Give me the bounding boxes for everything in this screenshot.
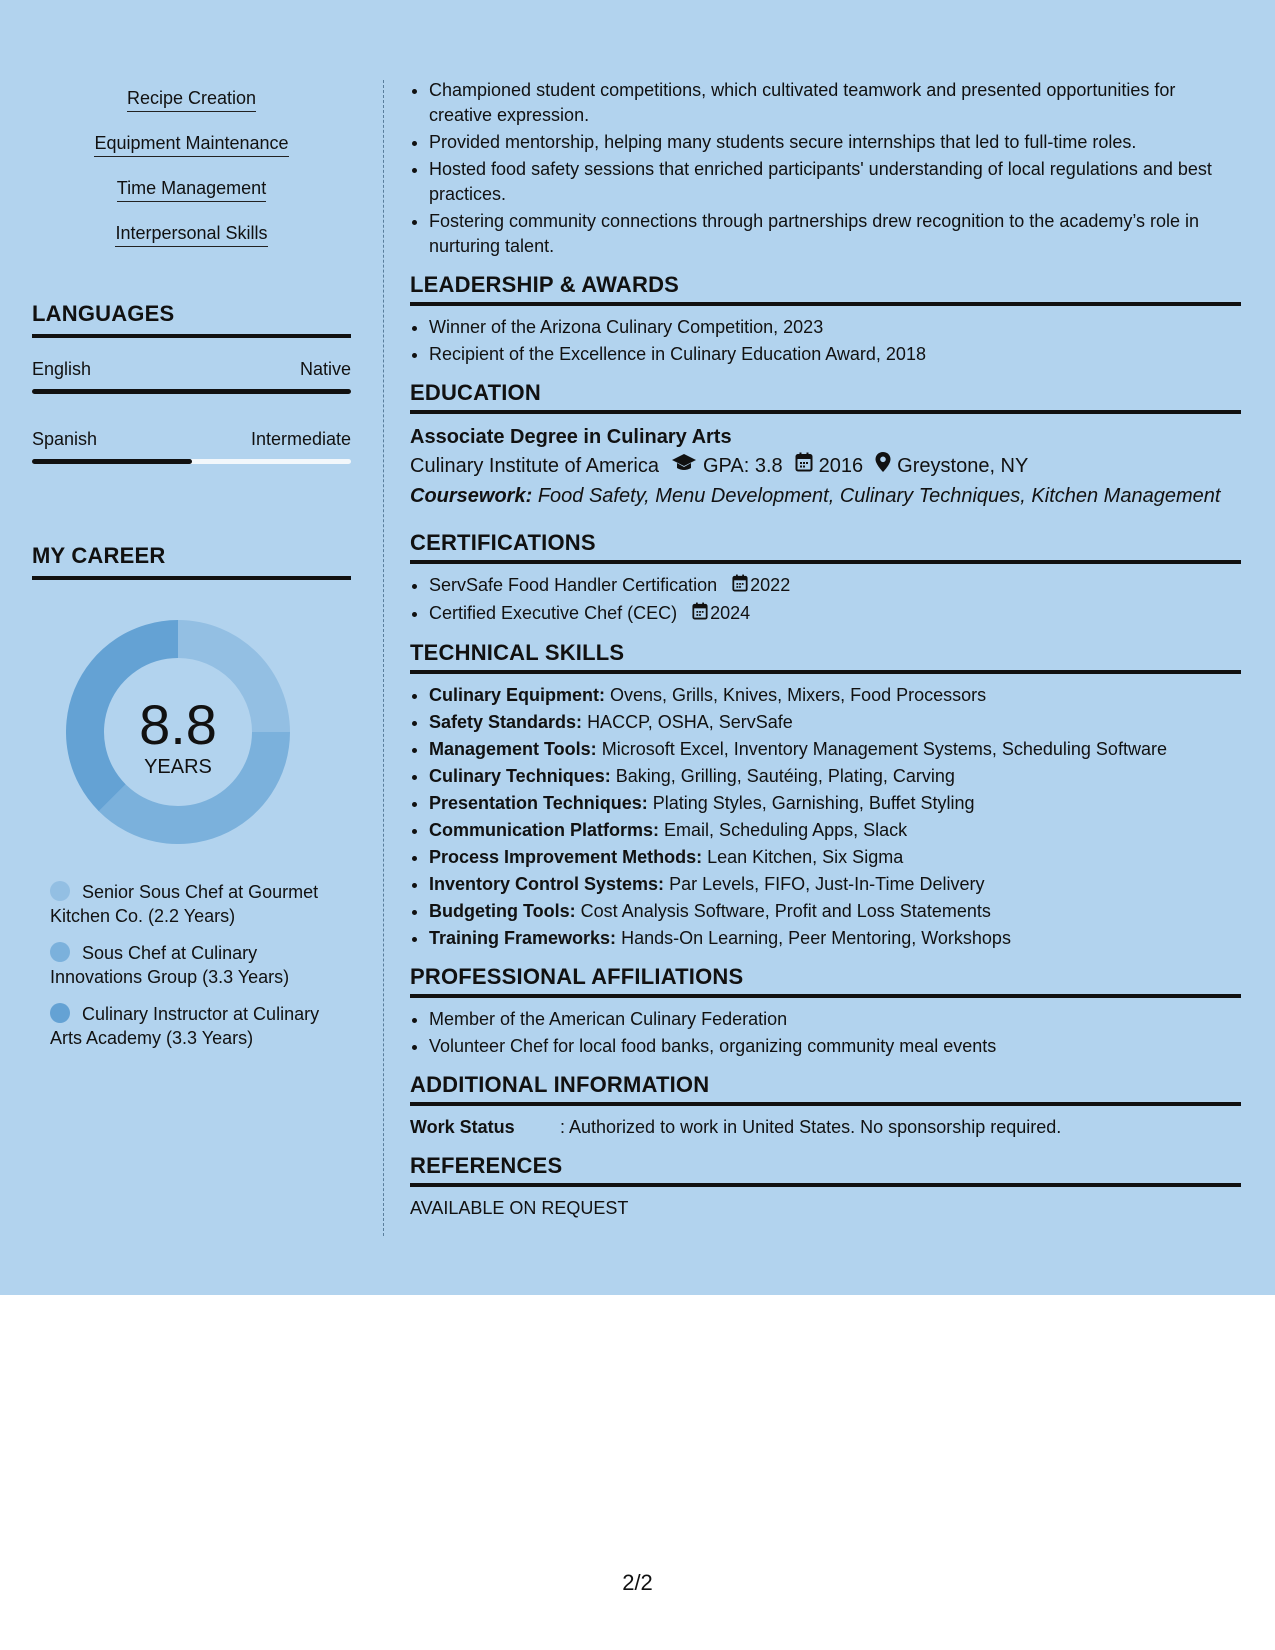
gpa: GPA: 3.8: [703, 455, 783, 477]
skill-tag: Interpersonal Skills: [115, 221, 267, 247]
school-location: Greystone, NY: [897, 455, 1029, 477]
career-legend: [50, 880, 350, 1063]
skill-values: Baking, Grilling, Sautéing, Plating, Carving: [615, 765, 955, 786]
skill-values: Par Levels, FIFO, Just-In-Time Delivery: [669, 873, 985, 894]
list-item: [429, 872, 1241, 897]
skill-category: Process Improvement Methods:: [429, 846, 703, 867]
legend-label: Senior Sous Chef at Gourmet Kitchen Co. (2.2 Years): [50, 882, 319, 926]
location-pin-icon: [875, 451, 891, 481]
legend-label: Culinary Instructor at Culinary Arts Academy (3.3 Years): [50, 1004, 320, 1048]
language-proficiency-fill: [32, 389, 351, 394]
list-item: • Volunteer Chef for local food banks, organizing community meal events: [429, 1034, 1241, 1059]
section-title: PROFESSIONAL AFFILIATIONS: [410, 963, 1241, 998]
list-item: [429, 683, 1241, 708]
career-heading: MY CAREER: [32, 542, 351, 580]
coursework-list: Food Safety, Menu Development, Culinary Techniques, Kitchen Management: [537, 485, 1221, 507]
school-name: Culinary Institute of America: [410, 455, 659, 477]
skills-list: [32, 86, 351, 266]
section-title: ADDITIONAL INFORMATION: [410, 1071, 1241, 1106]
list-item: [429, 899, 1241, 924]
language-proficiency-bar: [32, 459, 351, 464]
legend-label: Sous Chef at Culinary Innovations Group (3.3 Years): [50, 943, 290, 987]
list-item: • Fostering community connections through partnerships drew recognition to the academy’s role in nurturing talent.: [429, 209, 1241, 259]
certification-year: 2022: [750, 575, 791, 595]
list-item: [429, 737, 1241, 762]
career-donut-chart: [66, 620, 290, 844]
coursework-label: Coursework:: [410, 485, 533, 507]
coursework: [410, 481, 1241, 511]
work-status-value: : Authorized to work in United States. No sponsorship required.: [560, 1116, 1062, 1137]
list-item: [429, 710, 1241, 735]
list-item: [429, 926, 1241, 951]
certifications-section: [410, 529, 1241, 627]
languages-heading: LANGUAGES: [32, 300, 351, 338]
list-item: • Championed student competitions, which cultivated teamwork and presented opportunities for creative expression.: [429, 78, 1241, 128]
career-total-unit: YEARS: [144, 756, 212, 778]
skill-values: Cost Analysis Software, Profit and Loss Statements: [580, 900, 991, 921]
list-item: • Member of the American Culinary Federation: [429, 1007, 1241, 1032]
work-status-label: Work Status: [410, 1116, 515, 1137]
skill-tag: Recipe Creation: [127, 86, 256, 112]
section-title: REFERENCES: [410, 1152, 1241, 1187]
list-item: • Winner of the Arizona Culinary Competition, 2023: [429, 315, 1241, 340]
skill-values: Plating Styles, Garnishing, Buffet Styling: [652, 792, 975, 813]
skill-category: Safety Standards:: [429, 711, 583, 732]
skill-category: Management Tools:: [429, 738, 597, 759]
graduation-year: 2016: [818, 455, 864, 477]
language-level: Native: [299, 359, 351, 379]
skill-category: Culinary Techniques:: [429, 765, 611, 786]
awards-section: [410, 271, 1241, 367]
career-legend-item: [50, 880, 350, 928]
skill-category: Budgeting Tools:: [429, 900, 576, 921]
references-section: [410, 1152, 1241, 1221]
skill-category: Presentation Techniques:: [429, 792, 648, 813]
list-item: • Hosted food safety sessions that enriched participants' understanding of local regulations and best practices.: [429, 157, 1241, 207]
career-total-value: 8.8: [139, 693, 217, 756]
graduation-cap-icon: [671, 451, 697, 481]
skill-values: Hands-On Learning, Peer Mentoring, Workshops: [621, 927, 1011, 948]
language-proficiency-bar: [32, 389, 351, 394]
skill-category: Inventory Control Systems:: [429, 873, 665, 894]
calendar-icon: [732, 574, 748, 599]
list-item: [429, 845, 1241, 870]
affiliations-section: [410, 963, 1241, 1059]
language-proficiency-fill: [32, 459, 192, 464]
calendar-icon: [692, 602, 708, 627]
column-divider: [383, 80, 384, 1236]
skill-category: Culinary Equipment:: [429, 684, 606, 705]
skill-values: HACCP, OSHA, ServSafe: [587, 711, 793, 732]
section-title: LEADERSHIP & AWARDS: [410, 271, 1241, 306]
language-name: Spanish: [32, 429, 98, 449]
skill-values: Lean Kitchen, Six Sigma: [707, 846, 904, 867]
certification-year: 2024: [710, 602, 751, 623]
certification-name: Certified Executive Chef (CEC): [429, 602, 678, 623]
skill-values: Ovens, Grills, Knives, Mixers, Food Processors: [610, 684, 987, 705]
certification-item: [429, 601, 1241, 627]
certification-name: ServSafe Food Handler Certification: [429, 575, 718, 595]
section-title: CERTIFICATIONS: [410, 529, 1241, 564]
career-legend-item: [50, 941, 350, 989]
degree-name: Associate Degree in Culinary Arts: [410, 426, 732, 448]
experience-bullets: [410, 78, 1241, 259]
page-number: 2/2: [622, 1570, 653, 1595]
skill-category: Communication Platforms:: [429, 819, 660, 840]
skill-values: Microsoft Excel, Inventory Management Systems, Scheduling Software: [601, 738, 1167, 759]
legend-dot: [50, 942, 70, 962]
certification-item: [429, 573, 1241, 599]
technical-skills-section: [410, 639, 1241, 951]
skill-tag: Equipment Maintenance: [94, 131, 288, 157]
education-section: [410, 379, 1241, 511]
skill-category: Training Frameworks:: [429, 927, 617, 948]
language-item: [32, 357, 351, 394]
language-level: Intermediate: [250, 429, 351, 449]
section-title: EDUCATION: [410, 379, 1241, 414]
main-content: [410, 78, 1241, 1221]
section-title: TECHNICAL SKILLS: [410, 639, 1241, 674]
language-name: English: [32, 359, 92, 379]
career-legend-item: [50, 1002, 350, 1050]
language-item: [32, 427, 351, 464]
list-item: [429, 764, 1241, 789]
list-item: [429, 791, 1241, 816]
skill-tag: Time Management: [117, 176, 266, 202]
list-item: • Provided mentorship, helping many students secure internships that led to full-time roles.: [429, 130, 1241, 155]
additional-info-section: [410, 1071, 1241, 1140]
list-item: • Recipient of the Excellence in Culinary Education Award, 2018: [429, 342, 1241, 367]
legend-dot: [50, 881, 70, 901]
legend-dot: [50, 1003, 70, 1023]
references-text: AVAILABLE ON REQUEST: [410, 1197, 629, 1218]
calendar-icon: [795, 451, 813, 481]
list-item: [429, 818, 1241, 843]
skill-values: Email, Scheduling Apps, Slack: [664, 819, 908, 840]
